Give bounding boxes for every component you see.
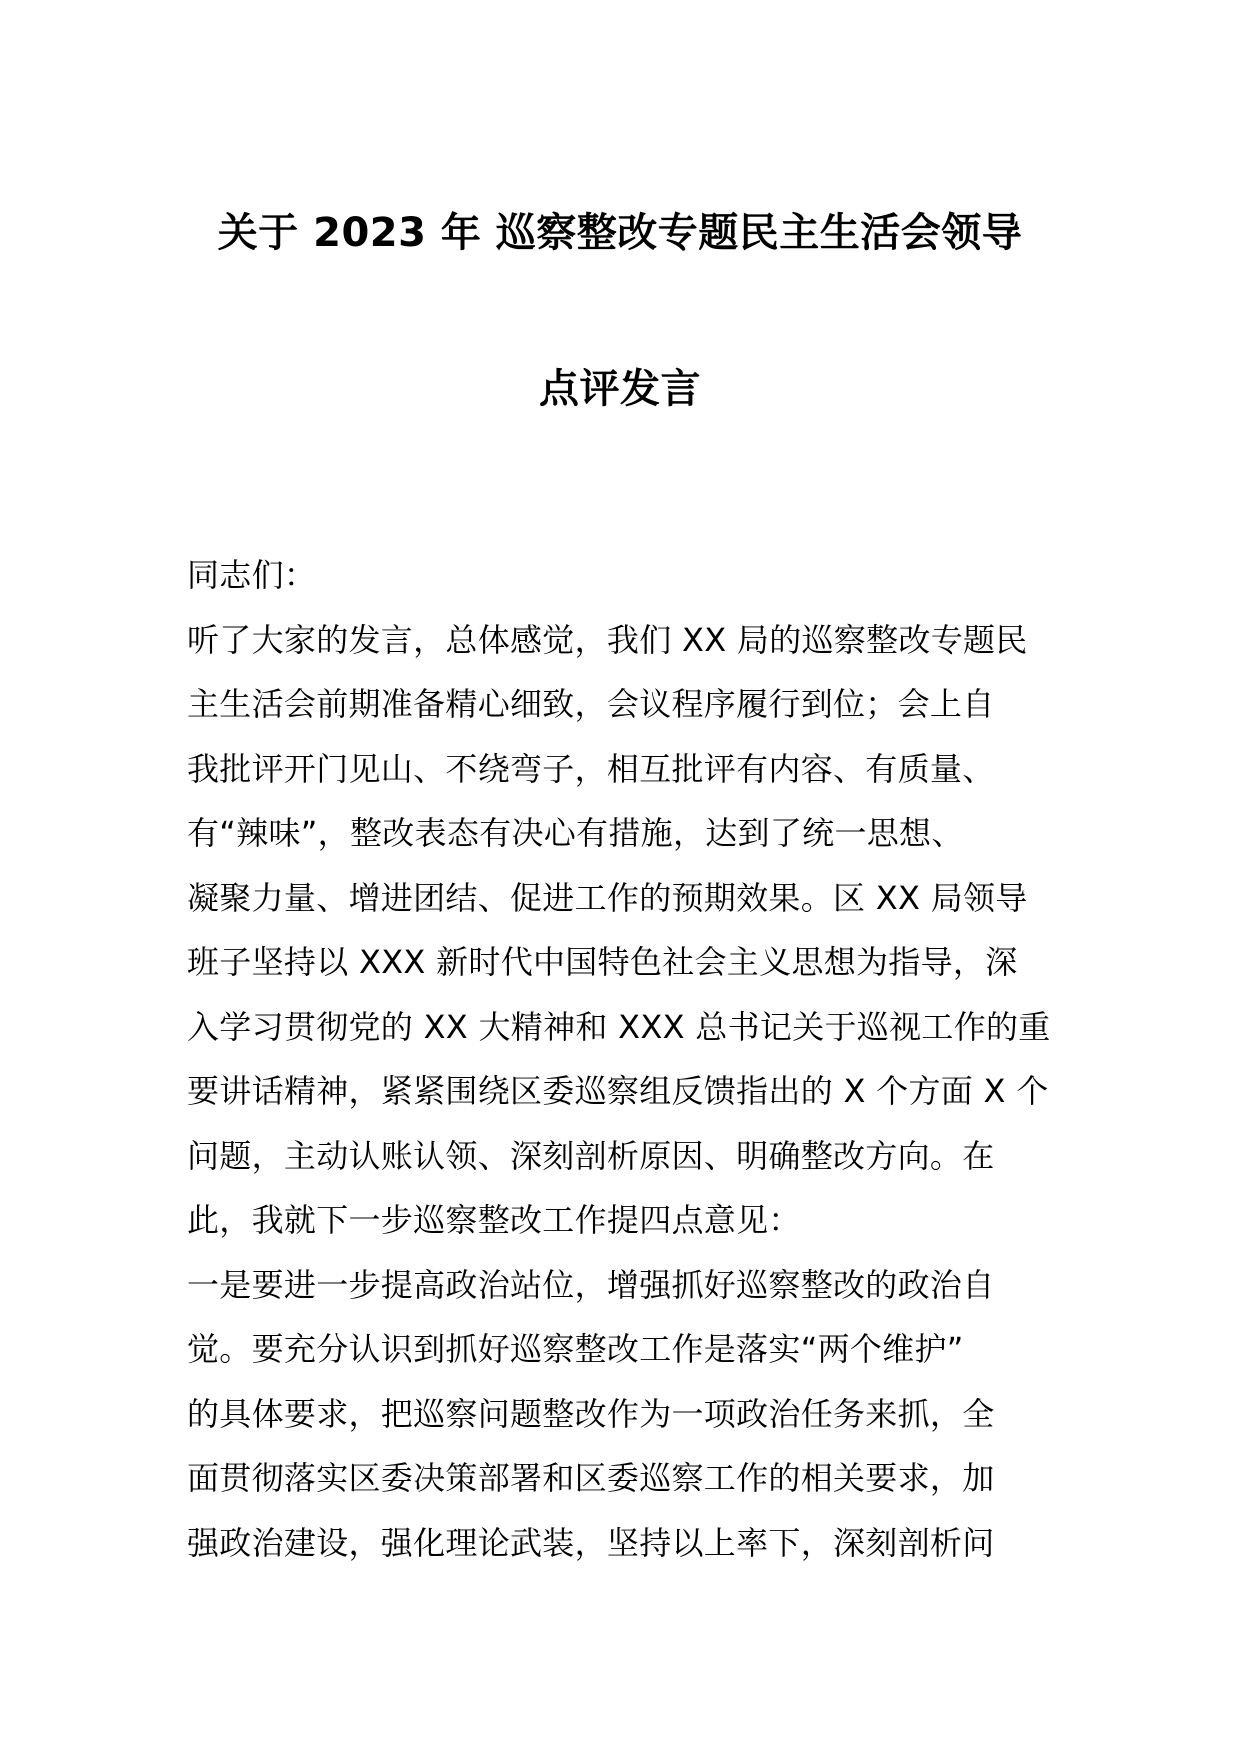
body-line: 此，我就下一步巡察整改工作提四点意见： (187, 1201, 801, 1239)
salutation: 同志们： (187, 556, 317, 594)
body-line: 主生活会前期准备精心细致，会议程序履行到位；会上自 (187, 685, 995, 723)
document-title-line-1: 关于 2023 年 巡察整改专题民主生活会领导 (217, 210, 1023, 256)
body-line: 强政治建设，强化理论武装，坚持以上率下，深刻剖析问 (187, 1523, 995, 1562)
body-line: 一是要进一步提高政治站位，增强抓好巡察整改的政治自 (187, 1265, 995, 1304)
body-line: 的具体要求，把巡察问题整改作为一项政治任务来抓，全 (187, 1394, 995, 1433)
body-line: 凝聚力量、增进团结、促进工作的预期效果。区 XX 局领导 (187, 878, 1028, 917)
document-body (187, 543, 1067, 1575)
body-line: 面贯彻落实区委决策部署和区委巡察工作的相关要求，加 (187, 1459, 995, 1497)
document-title-line-2: 点评发言 (539, 366, 701, 412)
body-line: 有“辣味”，整改表态有决心有措施，达到了统一思想、 (187, 814, 964, 852)
body-line: 觉。要充分认识到抓好巡察整改工作是落实“两个维护” (187, 1330, 964, 1368)
body-line: 问题，主动认账认领、深刻剖析原因、明确整改方向。在 (187, 1136, 995, 1175)
body-line: 要讲话精神，紧紧围绕区委巡察组反馈指出的 X 个方面 X 个 (187, 1072, 1049, 1110)
body-line: 听了大家的发言，总体感觉，我们 XX 局的巡察整改专题民 (187, 620, 1028, 659)
body-line: 班子坚持以 XXX 新时代中国特色社会主义思想为指导，深 (187, 943, 1018, 981)
body-line: 入学习贯彻党的 XX 大精神和 XXX 总书记关于巡视工作的重 (187, 1007, 1051, 1046)
body-line: 我批评开门见山、不绕弯子，相互批评有内容、有质量、 (187, 749, 995, 788)
